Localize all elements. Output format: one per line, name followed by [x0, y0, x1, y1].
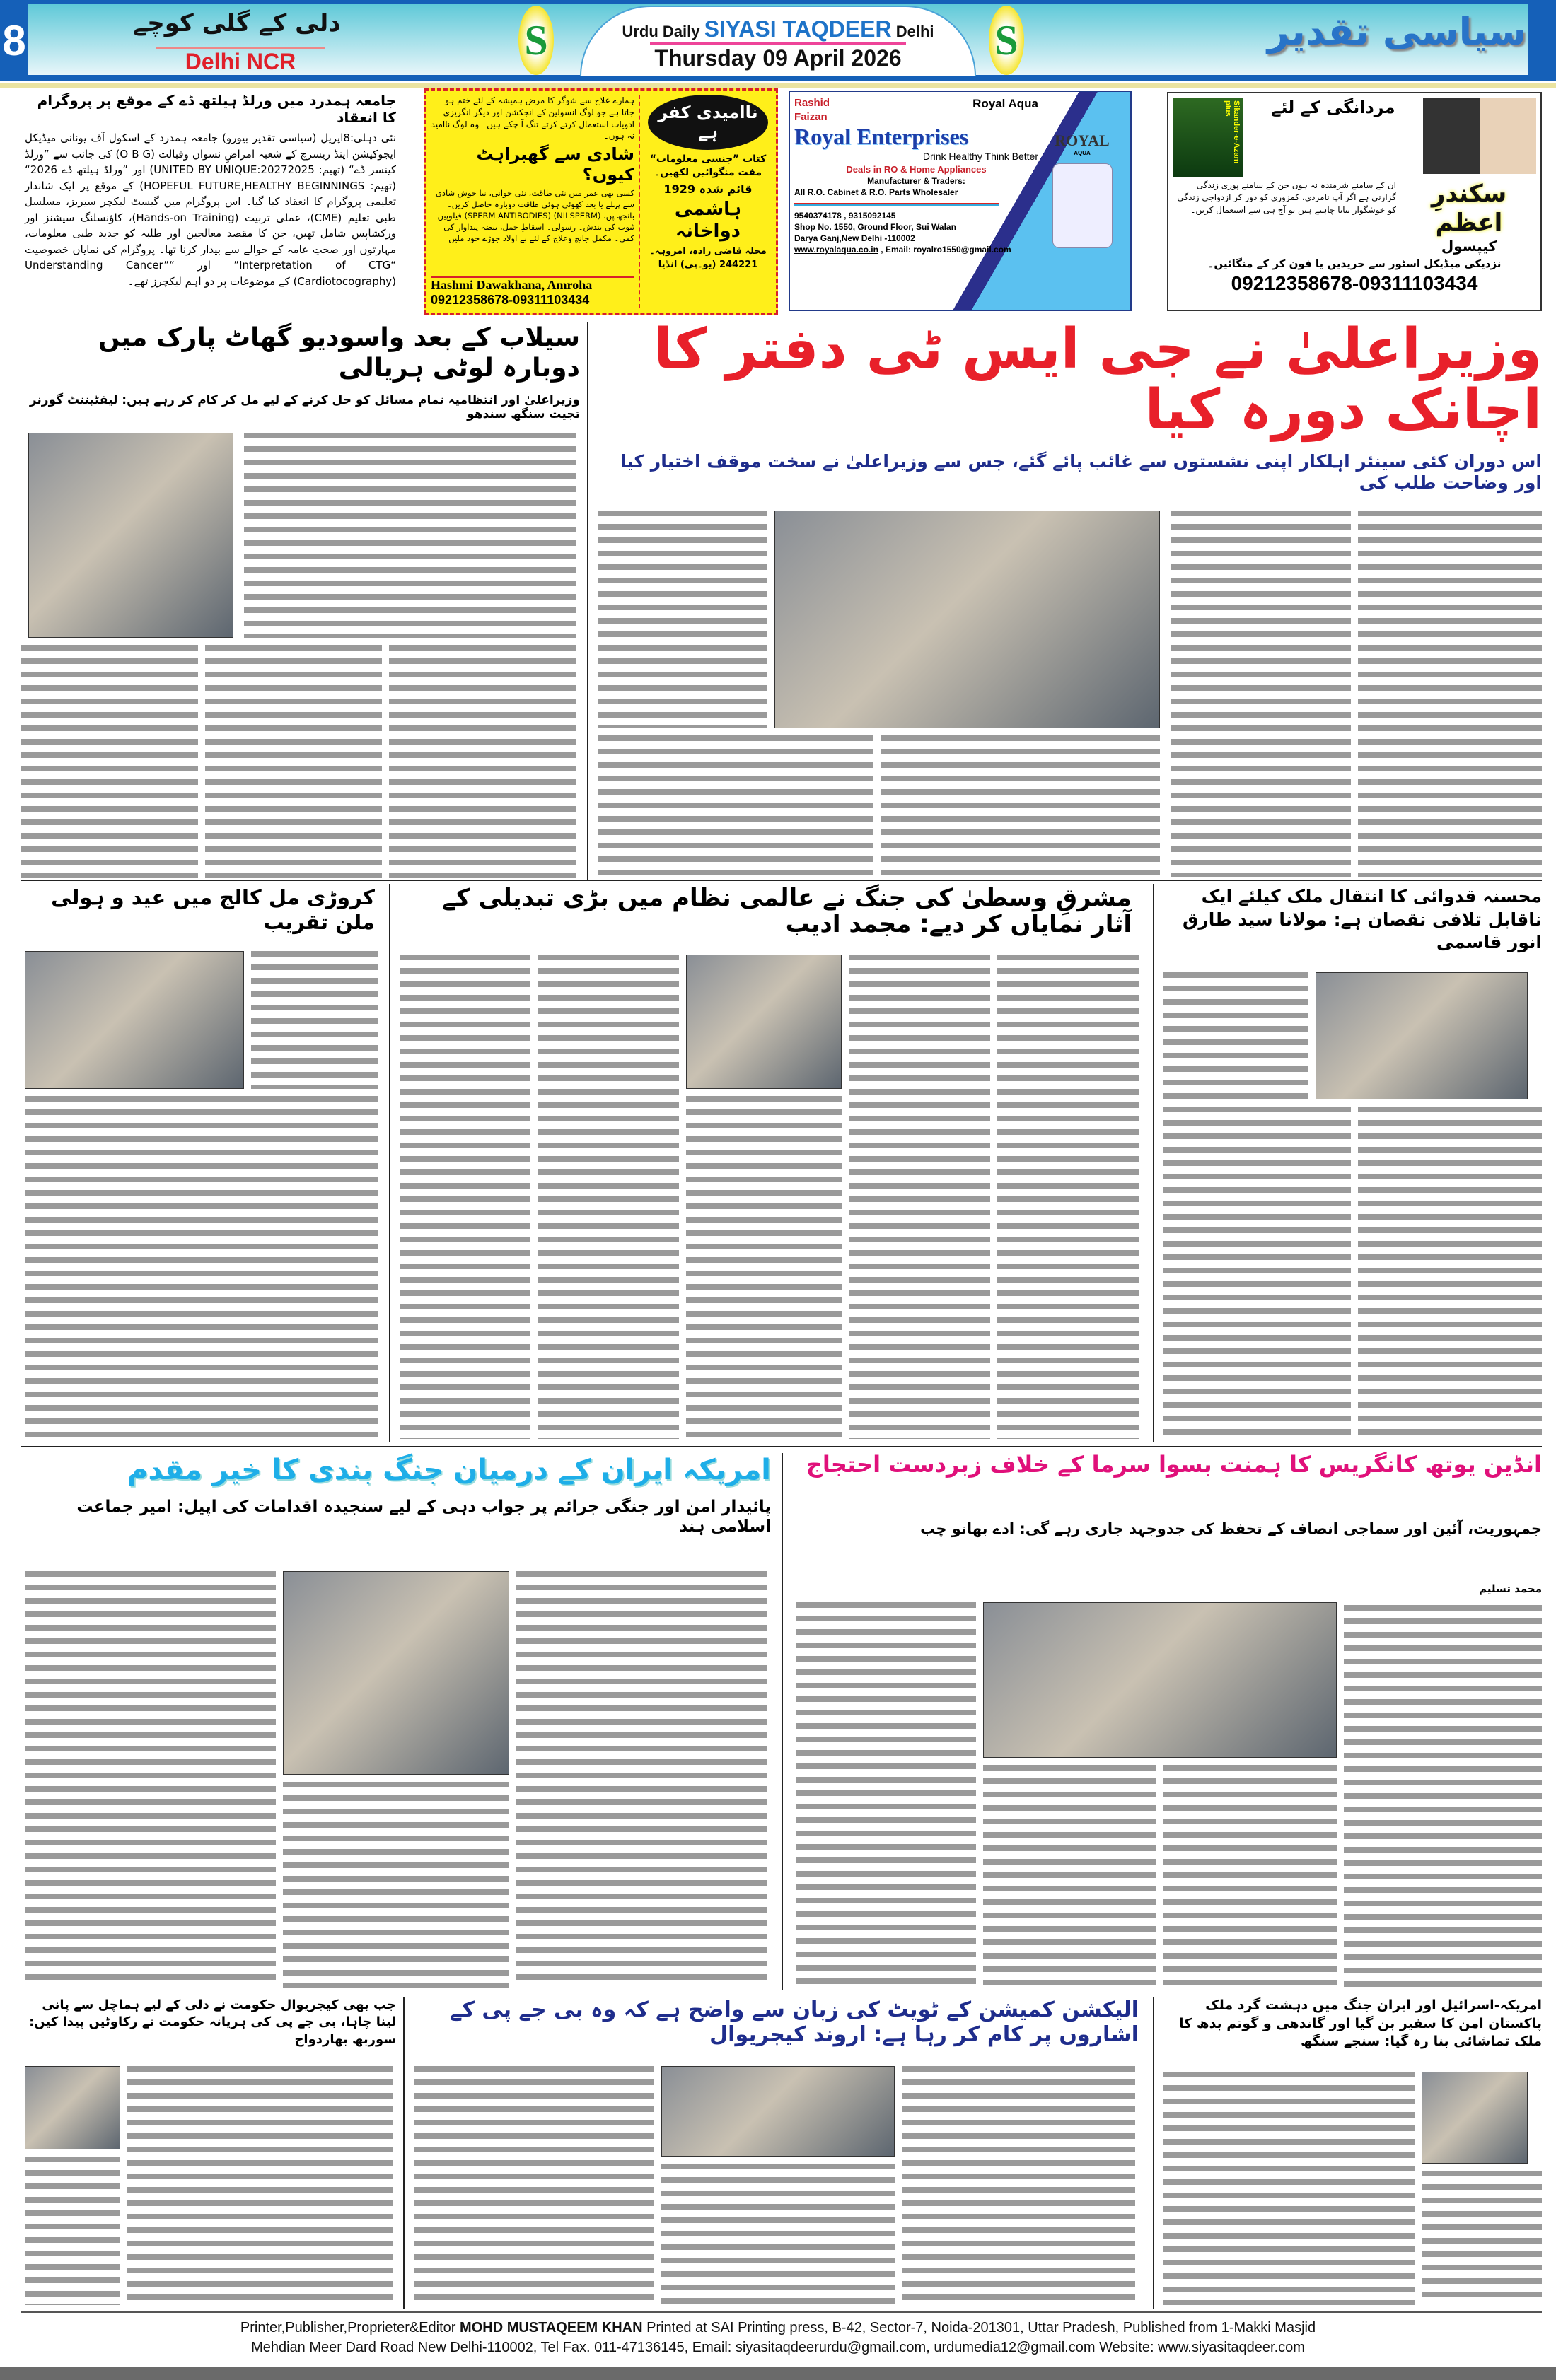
page-number: 8 — [2, 17, 26, 64]
ad-hashmi-dawakhana — [424, 88, 778, 315]
column-rule — [782, 1453, 783, 1990]
ad-royal-enterprises — [789, 91, 1132, 311]
speaker-photo — [686, 955, 842, 1089]
imprint-text: Printed at SAI Printing press, B-42, Sector-7, Noida-201301, Uttar Pradesh, Published from 1-Makki Masjid — [646, 2320, 1316, 2335]
ad-address: Shop No. 1550, Ground Floor, Sui Walan — [794, 221, 956, 232]
kidwai-body — [1163, 972, 1308, 1099]
column-rule — [587, 322, 588, 880]
paper-name: SIYASI TAQDEER — [704, 16, 892, 42]
section-rule — [21, 880, 1542, 881]
couple-photo — [1423, 98, 1536, 174]
protest-body — [796, 1602, 976, 1987]
sanjay-body — [1422, 2171, 1542, 2305]
ad-brand: Royal Aqua — [972, 97, 1038, 110]
ad-body: کسی بھی عمر میں نئی طاقت، نئی جوانی، نیا جوش شادی سے پہلے یا بعد کھوئی ہوئی طاقت دوبارہ حاصل کریں۔ بانجھ پن، (NILSPERM) (SPERM ANTIBODIES) فیلوپین ٹیوب کی بندش۔ رسولی۔ اسقاطِ حمل، بیضہ پیداوار کی کمی۔ مکمل جانچ وعلاج کے لئے بے اولاد جوڑے خود ملیں — [435, 187, 634, 244]
ad-tagline: مردانگی کے لئے — [1271, 98, 1395, 117]
saurabh-body — [25, 2157, 120, 2305]
ad-phone: 09212358678-09311103434 — [431, 293, 590, 308]
ad-logo: ROYAL — [1055, 132, 1110, 149]
product-box-image: Sikander-e-Azam plus — [1173, 98, 1243, 177]
kidwai-headline: محسنہ قدوائی کا انتقال ملک کیلئے ایک ناقابل تلافی نقصان ہے: مولانا سید طارق انور قاسمی — [1183, 886, 1542, 952]
park-subhead: وزیراعلیٰ اور انتظامیہ تمام مسائل کو حل کرنے کے لیے مل کر کام کر رہے ہیں: لیفٹیننٹ گورنر تجیت سنگھ سندھو — [29, 393, 580, 422]
saurabh-body — [127, 2066, 393, 2305]
ad-contact-name: Rashid — [794, 97, 830, 109]
college-event-photo — [25, 951, 244, 1089]
mideast-body — [849, 955, 990, 1439]
ad-intro: ہمارے علاج سے شوگر کا مرض ہمیشہ کے لئے ختم ہو جاتا ہے جو لوگ انسولین کے انجکشن اور دیگر انگریزی ادویات استعمال کرتے کرتے تنگ آ چکے ہیں۔ وہ لوگ ناامید نہ ہوں۔ — [431, 95, 634, 141]
protest-headline: انڈین یوتھ کانگریس کا ہمنت بسوا سرما کے خلاف زبردست احتجاج — [806, 1451, 1542, 1478]
ceasefire-body — [516, 1571, 767, 1988]
kidwai-body — [1358, 1107, 1542, 1439]
kejriwal-body — [902, 2066, 1135, 2305]
tagline-prefix: Urdu Daily — [622, 23, 700, 40]
masthead-divider — [0, 83, 1556, 88]
paper-logo-icon: S — [518, 6, 554, 75]
ad-buy-text: نزدیکی میڈیکل اسٹور سے خریدیں یا فون کر کے منگائیں۔ — [1207, 257, 1502, 270]
main-body — [598, 735, 873, 877]
column-rule — [1153, 1997, 1154, 2309]
ad-manufacturer: Manufacturer & Traders: — [867, 176, 965, 187]
main-headline: وزیراعلیٰ نے جی ایس ٹی دفتر کا اچانک دورہ کیا — [654, 317, 1542, 442]
footer-bar — [0, 2367, 1556, 2380]
paper-name-urdu: سیاسی تقدیر — [1267, 9, 1527, 54]
sanjay-headline: امریکہ-اسرائیل اور ایران جنگ میں دہشت گرد ملک پاکستان امن کا سفیر بن گیا اور گاندھی و گوتم بدھ کا ملک تماشائی بنا رہ گیا: سنجے سنگھ — [1178, 1997, 1542, 2050]
ad-address: Darya Ganj,New Delhi -110002 — [794, 233, 915, 243]
ad-book-offer: کتاب ”جنسی معلومات“ مفت منگوائیں لکھیں۔ — [649, 153, 767, 178]
sanjay-body — [1163, 2072, 1415, 2305]
section-title-english: Delhi NCR — [156, 47, 325, 75]
ad-phone: 09212358678-09311103434 — [1231, 272, 1478, 294]
sanjay-singh-photo — [1422, 2072, 1528, 2164]
ad-deals: Deals in RO & Home Appliances — [846, 163, 987, 175]
mideast-body — [538, 955, 679, 1439]
ad-headline: شادی سے گھبراہٹ کیوں؟ — [476, 144, 634, 185]
ad-title: Royal Enterprises — [794, 124, 969, 149]
kejriwal-body — [414, 2066, 654, 2305]
protest-body — [983, 1765, 1156, 1987]
protest-body — [1163, 1765, 1337, 1987]
mideast-body — [400, 955, 530, 1439]
ad-slogan: Drink Healthy Think Better — [922, 150, 1038, 162]
ad-phone: 9540374178 , 9315092145 — [794, 210, 896, 221]
protest-subhead: جمہوریت، آئین اور سماجی انصاف کے تحفظ کی جدوجہد جاری رہے گی: ادے بھانو چب — [920, 1520, 1542, 1537]
cleric-photo — [283, 1571, 509, 1775]
mideast-headline: مشرقِ وسطیٰ کی جنگ نے عالمی نظام میں بڑی تبدیلی کے آثار نمایاں کر دیے: مجمد ادیب — [442, 884, 1132, 939]
ad-product-type: کیپسول — [1441, 237, 1497, 255]
tagline-suffix: Delhi — [895, 23, 934, 40]
section-title-urdu: دلی کے گلی کوچے — [133, 9, 341, 37]
column-rule — [403, 1997, 405, 2309]
ad-wholesale: All R.O. Cabinet & R.O. Parts Wholesaler — [794, 187, 958, 198]
top-article-body: نئی دہلی:8اپریل (سیاسی تقدیر بیورو) جامعہ ہمدرد کے اسکول آف یونانی میڈیکل ایجوکیشن اینڈ ریسرچ کے شعبہ امراضِ نسواں وقبالت (O B G) کی جانب سے ”ورلڈ کینسر ڈے“ (تھیم: UNITED BY UNIQUE:20272025) اور ”ورلڈ ہیلتھ ڈے 2026“ (تھیم: HOPEFUL FUTURE,HEALTHY BEGINNINGS) کے موقع پر ایک شاندار تعلیمی پروگرام کا انعقاد کیا گیا۔ اس پروگرام میں گیسٹ لیکچر سیریز، مسلسل طبی تعلیم (CME)، عملی تربیت (Hands-on Training)، کاؤنسلنگ سیشنز اور ورکشاپس شامل تھیں، جن کا مقصد معالجین اور طلبہ کو جدید طبی معلومات، مہارتوں اور صحتِ عامہ کے حوالے سے بیدار کرنا تھا۔ پروگرام کی نمایاں خصوصیت “Interpretation of CTG” اور “Understanding Cancer” (Cardiotocography) کے موضوعات پر دو اہم لیکچرز تھے۔ — [25, 132, 397, 288]
ad-logo-sub: AQUA — [1074, 150, 1091, 156]
park-body — [21, 645, 198, 878]
ad-email: , Email: royalro1550@gmail.com — [881, 245, 1011, 255]
kidwai-body — [1163, 1107, 1351, 1439]
main-body — [598, 511, 767, 728]
ceasefire-body — [283, 1782, 509, 1988]
imprint-text: Printer,Publisher,Proprieter&Editor — [240, 2320, 456, 2335]
ad-website-link[interactable]: www.royalaqua.co.in — [794, 245, 878, 255]
ad-brand-name: ہاشمی دواخانہ — [674, 198, 742, 243]
ro-purifier-image — [1052, 163, 1113, 248]
park-photo — [28, 433, 233, 638]
column-rule — [389, 884, 390, 1442]
ad-address: محلہ قاضی زادہ، امروہہ۔ 244221 (یو۔پی) انڈیا — [649, 246, 767, 271]
kejriwal-headline: الیکشن کمیشن کے ٹویٹ کی زبان سے واضح ہے کہ وہ بی جے پی کے اشاروں پر کام کر رہا ہے: اروند کیجریوال — [449, 1997, 1139, 2047]
ad-brand-name-english: Hashmi Dawakhana, Amroha — [431, 277, 593, 292]
kirori-body — [25, 1096, 378, 1439]
imprint — [0, 2318, 1556, 2357]
park-body — [205, 645, 382, 878]
protest-body — [1344, 1605, 1542, 1987]
main-body — [1171, 511, 1351, 877]
ad-product-name: سکندرِ اعظم — [1431, 180, 1507, 237]
park-body — [244, 433, 576, 638]
ad-oval-slogan: ناامیدی کفر ہے — [648, 95, 768, 150]
mideast-body — [686, 1096, 842, 1439]
ceasefire-body — [25, 1571, 276, 1988]
main-body — [881, 735, 1160, 877]
ad-body: ان کے سامنے شرمندہ نہ ہوں جن کے سامنے پوری زندگی گزارنی ہے اگر آپ نامردی، کمزوری کو دور کر ازدواجی زندگی کو خوشگوار بنانا چاہتے ہیں تو آج ہی سے استعمال کریں۔ — [1177, 180, 1396, 215]
kirori-headline: کروڑی مل کالج میں عید و ہولی ملن تقریب — [51, 885, 375, 934]
issue-date: Thursday 09 April 2026 — [650, 42, 905, 71]
ad-sikandar-e-azam — [1167, 92, 1542, 311]
ad-established: قائم شدہ 1929 — [663, 182, 753, 196]
saurabh-bhardwaj-photo — [25, 2066, 120, 2149]
editor-name: MOHD MUSTAQEEM KHAN — [460, 2320, 643, 2335]
protest-byline: محمد تسلیم — [1344, 1582, 1542, 1595]
section-rule — [21, 1446, 1542, 1447]
park-headline: سیلاب کے بعد واسودیو گھاٹ پارک میں دوبارہ لوٹی ہریالی — [98, 323, 580, 383]
ad-contact-name: Faizan — [794, 110, 828, 123]
main-subhead: اس دوران کئی سینئر اہلکار اپنی نشستوں سے غائب پائے گئے، جس سے وزیراعلیٰ نے سخت موقف اختیار کیا اور وضاحت طلب کی — [620, 451, 1542, 493]
gst-office-photo — [774, 511, 1160, 728]
kejriwal-body — [661, 2164, 895, 2305]
imprint-contact: Mehdian Meer Dard Road New Delhi-110002, Tel Fax. 011-47136145, Email: siyasitaqdeerurdu@gmail.com, urdumedia12@gmail.com Website: www.siyasitaqdeer.com — [251, 2340, 1305, 2355]
mohsina-kidwai-photo — [1316, 972, 1528, 1099]
kejriwal-photo — [661, 2066, 895, 2157]
mideast-body — [997, 955, 1139, 1439]
top-article-headline: جامعہ ہمدرد میں ورلڈ ہیلتھ ڈے کے موقع پر پروگرام کا انعقاد — [37, 92, 396, 126]
ceasefire-subhead: پائیدار امن اور جنگی جرائم پر جواب دہی کے لیے سنجیدہ اقدامات کی اپیل: امیر جماعت اسلامی ہند — [76, 1498, 771, 1536]
kirori-body — [251, 951, 378, 1089]
column-rule — [1153, 884, 1154, 1442]
protest-photo — [983, 1602, 1337, 1758]
paper-logo-icon: S — [989, 6, 1024, 75]
masthead-title-block — [580, 6, 976, 76]
main-body — [1358, 511, 1542, 877]
park-body — [389, 645, 576, 878]
saurabh-headline: جب بھی کیجریوال حکومت نے دلی کے لیے ہماچل سے پانی لینا چاہا، بی جے پی کی ہریانہ حکومت نے رکاوٹیں پیدا کیں: سوربھ بھاردواج — [29, 1997, 396, 2047]
ceasefire-headline: امریکہ ایران کے درمیان جنگ بندی کا خیر مقدم — [127, 1454, 771, 1486]
